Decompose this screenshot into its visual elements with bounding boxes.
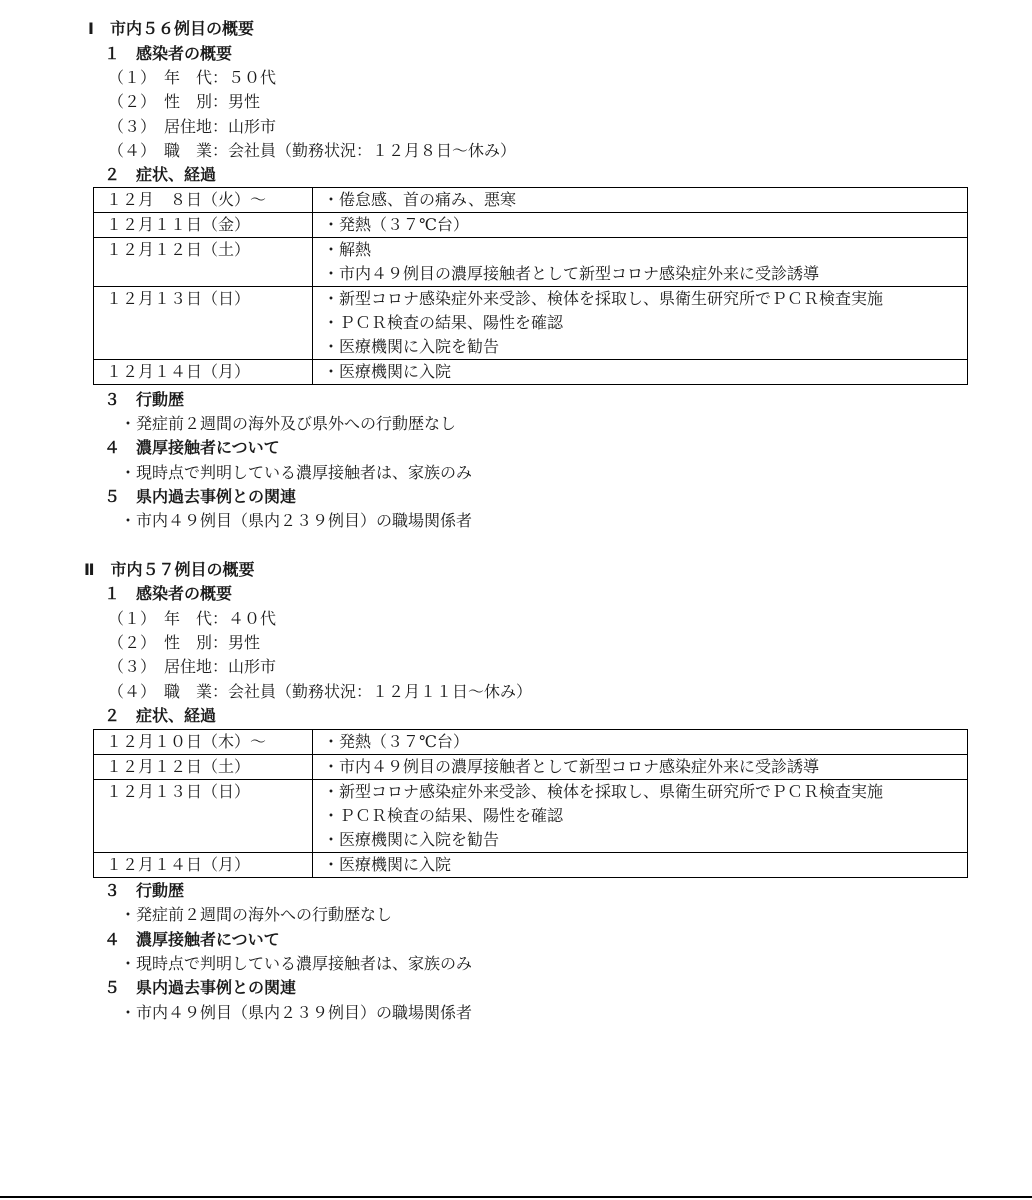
course-event: ・市内４９例目の濃厚接触者として新型コロナ感染症外来に受診誘導 [323,757,820,776]
page-bottom-rule [0,1196,1032,1198]
table-row [94,755,968,780]
case2-profile-age: （１） 年 代：４０代 [108,609,277,628]
case2-profile-sex: （２） 性 別：男性 [108,633,261,652]
case1-profile-age: （１） 年 代：５０代 [108,68,277,87]
course-events [313,755,968,780]
course-date: １２月 ８日（火）～ [94,188,313,213]
table-row [94,360,968,385]
course-event: ・医療機関に入院を勧告 [323,337,500,356]
course-event: ・医療機関に入院 [323,362,452,381]
course-date: １２月１３日（日） [94,780,313,853]
course-events [313,287,968,360]
case1-section4-title: ４ 濃厚接触者について [104,438,280,457]
course-events [313,213,968,238]
course-event: ・倦怠感、首の痛み、悪寒 [323,190,516,209]
case1-course-table [93,187,968,385]
case2-section5-text: ・市内４９例目（県内２３９例目）の職場関係者 [120,1003,473,1022]
table-row [94,213,968,238]
case2-section4-text: ・現時点で判明している濃厚接触者は、家族のみ [120,954,473,973]
course-date: １２月１１日（金） [94,213,313,238]
course-events [313,238,968,287]
course-events [313,780,968,853]
case1-section2-title: ２ 症状、経過 [104,165,217,184]
course-date: １２月１４日（月） [94,360,313,385]
course-event: ・発熱（３７℃台） [323,732,469,751]
course-events [313,188,968,213]
course-event: ・医療機関に入院を勧告 [323,830,500,849]
case1-section1-title: １ 感染者の概要 [104,44,233,63]
course-events [313,360,968,385]
case1-profile-occupation: （４） 職 業：会社員（勤務状況：１２月８日～休み） [108,141,517,160]
case2-section1-title: １ 感染者の概要 [104,584,233,603]
table-row [94,287,968,360]
course-date: １２月１２日（土） [94,238,313,287]
course-event: ・発熱（３７℃台） [323,215,469,234]
course-date: １２月１０日（木）～ [94,730,313,755]
course-date: １２月１４日（月） [94,853,313,878]
table-row [94,730,968,755]
course-event: ・医療機関に入院 [323,855,452,874]
table-row [94,188,968,213]
case2-section4-title: ４ 濃厚接触者について [104,930,280,949]
case2-profile-residence: （３） 居住地：山形市 [108,657,277,676]
case1-section5-title: ５ 県内過去事例との関連 [104,487,297,506]
course-event: ・ＰＣＲ検査の結果、陽性を確認 [323,313,564,332]
course-date: １２月１３日（日） [94,287,313,360]
case1-profile-sex: （２） 性 別：男性 [108,92,261,111]
case2-course-table [93,729,968,878]
course-events [313,730,968,755]
course-date: １２月１２日（土） [94,755,313,780]
case2-section3-title: ３ 行動歴 [104,881,185,900]
course-events [313,853,968,878]
case2-section3-text: ・発症前２週間の海外への行動歴なし [120,905,393,924]
case1-heading: Ⅰ 市内５６例目の概要 [88,19,254,38]
case1-section3-title: ３ 行動歴 [104,390,185,409]
case1-profile-residence: （３） 居住地：山形市 [108,117,277,136]
course-event: ・解熱 [323,240,372,259]
course-event: ・新型コロナ感染症外来受診、検体を採取し、県衛生研究所でＰＣＲ検査実施 [323,782,884,801]
course-event: ・新型コロナ感染症外来受診、検体を採取し、県衛生研究所でＰＣＲ検査実施 [323,289,884,308]
case1-section3-text: ・発症前２週間の海外及び県外への行動歴なし [120,414,457,433]
case2-heading: Ⅱ 市内５７例目の概要 [84,560,255,579]
table-row [94,853,968,878]
case2-section2-title: ２ 症状、経過 [104,706,217,725]
course-event: ・ＰＣＲ検査の結果、陽性を確認 [323,806,564,825]
case1-section4-text: ・現時点で判明している濃厚接触者は、家族のみ [120,463,473,482]
table-row [94,780,968,853]
case2-section5-title: ５ 県内過去事例との関連 [104,978,297,997]
course-event: ・市内４９例目の濃厚接触者として新型コロナ感染症外来に受診誘導 [323,264,820,283]
case1-section5-text: ・市内４９例目（県内２３９例目）の職場関係者 [120,511,473,530]
case2-profile-occupation: （４） 職 業：会社員（勤務状況：１２月１１日～休み） [108,682,533,701]
table-row [94,238,968,287]
